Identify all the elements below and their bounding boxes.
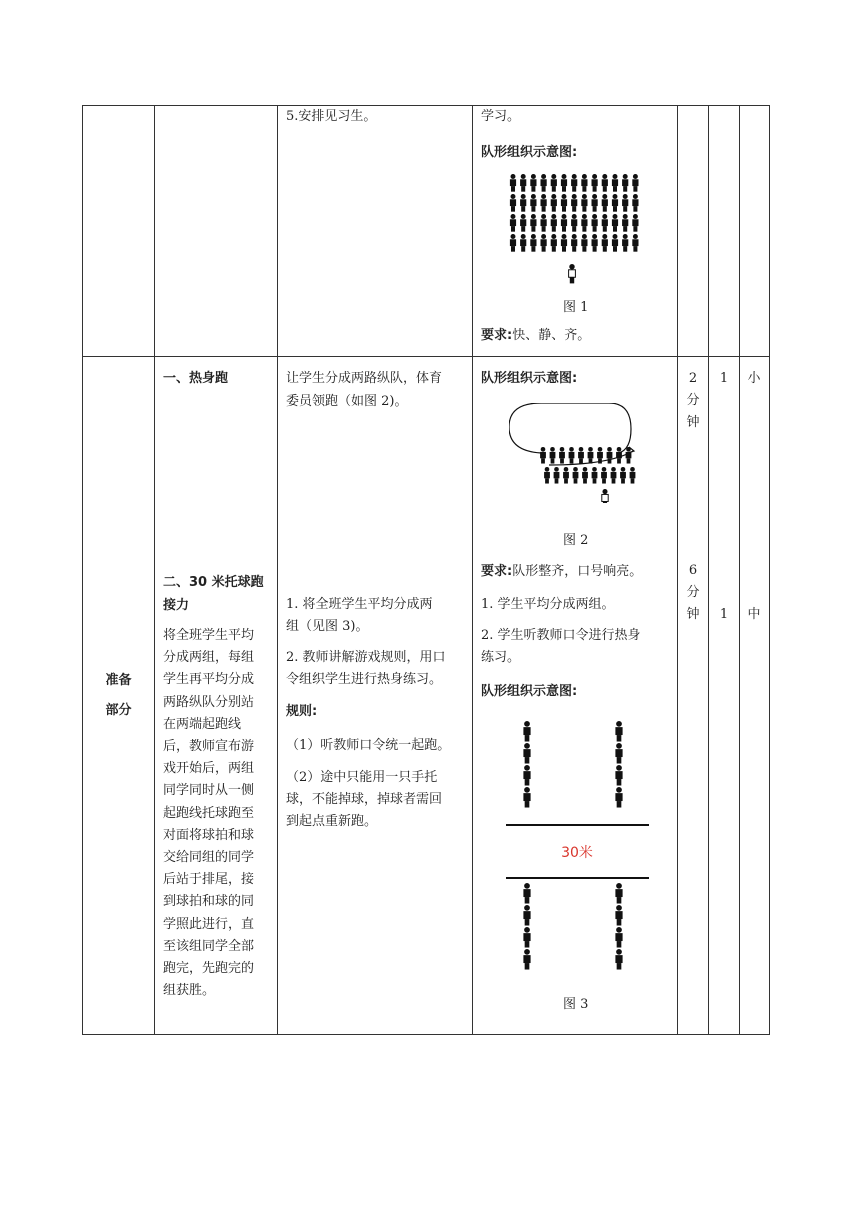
time-1-number: 2 — [688, 371, 698, 386]
relay-description — [163, 625, 271, 1002]
student-figure — [523, 927, 530, 948]
relay-description-line: 到球拍和球的同 — [163, 894, 255, 910]
row1-count-cell — [709, 106, 740, 357]
formation-heading-3: 队形组织示意图: — [481, 684, 578, 699]
student-figure — [592, 194, 598, 212]
student-figure — [523, 905, 530, 926]
student-figure — [523, 883, 530, 904]
relay-title-line2: 接力 — [163, 598, 190, 613]
row1-intensity-cell — [740, 106, 770, 357]
student-figure — [551, 194, 557, 212]
lesson-plan-table — [82, 105, 770, 1035]
student-figure — [573, 467, 579, 484]
student-figure — [626, 447, 632, 464]
student-figure — [569, 447, 575, 464]
requirement-line — [481, 325, 590, 347]
relay-description-line: 交给同组的同学 — [163, 850, 255, 866]
warmup-title: 一、热身跑 — [163, 371, 229, 386]
student-figure — [615, 905, 622, 926]
student-figure — [561, 194, 567, 212]
requirement-label: 要求: — [481, 328, 513, 343]
student-figure — [554, 467, 560, 484]
student-figure — [540, 447, 546, 464]
student-step2-line2: 练习。 — [481, 650, 521, 665]
student-figure — [520, 194, 526, 212]
student-figure — [592, 214, 598, 232]
time-2-number: 6 — [688, 563, 698, 578]
student-figure — [616, 447, 622, 464]
student-cell — [473, 357, 678, 1035]
warmup-instruction-line1: 让学生分成两路纵队，体育 — [286, 371, 443, 386]
teacher-step1-line2: 组（见图 3)。 — [286, 619, 369, 634]
relay-description-line: 后站于排尾，接 — [163, 872, 255, 888]
teacher-step1-line1: 1. 将全班学生平均分成两 — [286, 597, 433, 612]
student-figure — [601, 467, 607, 484]
relay-description-line: 在两端起跑线 — [163, 716, 242, 732]
relay-description-line: 学生再平均分成 — [163, 672, 255, 688]
relay-description-line: 学照此进行，直 — [163, 916, 255, 932]
student-figure — [592, 174, 598, 192]
track-loop — [509, 403, 631, 453]
student-figure — [510, 194, 516, 212]
requirement-2-text: 队形整齐，口号响亮。 — [512, 564, 643, 579]
time-1-unit-a: 分 — [686, 393, 700, 408]
requirement-text: 快、静、齐。 — [512, 328, 591, 343]
count-1: 1 — [719, 371, 729, 386]
student-figure — [615, 927, 622, 948]
student-figure — [541, 214, 547, 232]
relay-description-line: 将全班学生平均 — [163, 628, 255, 643]
formation-heading: 队形组织示意图: — [481, 145, 578, 160]
count-2: 1 — [719, 607, 729, 622]
student-figure — [561, 234, 567, 252]
learning-text: 学习。 — [481, 109, 521, 124]
student-figure — [632, 174, 638, 192]
teacher-figure — [569, 264, 576, 283]
time-2-unit-a: 分 — [686, 585, 700, 600]
student-figure — [622, 234, 628, 252]
relay-description-line: 后，教师宣布游 — [163, 739, 255, 755]
student-figure — [551, 234, 557, 252]
student-step2-line1: 2. 学生听教师口令进行热身 — [481, 628, 641, 643]
section-cell — [83, 357, 155, 1035]
relay-description-line: 戏开始后，两组 — [163, 761, 255, 777]
time-cell — [678, 357, 709, 1035]
student-figure — [622, 174, 628, 192]
student-figure — [559, 447, 565, 464]
relay-description-line: 同学同时从一侧 — [163, 783, 255, 799]
student-figure — [602, 194, 608, 212]
student-figure — [582, 467, 588, 484]
teacher-figure — [602, 489, 608, 503]
student-figure — [602, 214, 608, 232]
student-figure — [561, 214, 567, 232]
student-figure — [541, 234, 547, 252]
teacher-step2-line2: 令组织学生进行热身练习。 — [286, 672, 443, 687]
warmup-instruction-line2: 委员领跑（如图 2)。 — [286, 394, 408, 409]
student-figure — [630, 467, 636, 484]
student-figure — [510, 174, 516, 192]
student-figure — [510, 214, 516, 232]
student-figure — [541, 194, 547, 212]
intensity-cell — [740, 357, 770, 1035]
time-2-unit-b: 钟 — [686, 607, 700, 622]
requirement-2-line — [481, 561, 642, 583]
row1-content-cell — [155, 106, 278, 357]
relay-description-line: 起跑线托球跑至 — [163, 805, 255, 821]
figure-2-caption: 图 2 — [563, 533, 589, 548]
relay-description-line: 两路纵队分别站 — [163, 694, 255, 710]
student-figure — [588, 447, 594, 464]
student-figure — [571, 174, 577, 192]
student-figure — [520, 214, 526, 232]
student-figure — [612, 194, 618, 212]
rules-label: 规则: — [286, 704, 318, 719]
student-figure — [578, 447, 584, 464]
teacher-cell — [278, 357, 473, 1035]
student-figure — [571, 234, 577, 252]
student-figure — [602, 174, 608, 192]
student-figure — [561, 174, 567, 192]
rule-2-line1: （2）途中只能用一只手托 — [286, 770, 438, 785]
time-1-unit-b: 钟 — [686, 415, 700, 430]
student-figure — [541, 174, 547, 192]
student-figure — [551, 174, 557, 192]
student-figure — [581, 194, 587, 212]
figure-3-formation — [501, 719, 651, 979]
student-figure — [615, 743, 622, 764]
student-figure — [622, 214, 628, 232]
student-figure — [530, 194, 536, 212]
figure-3-caption: 图 3 — [563, 997, 589, 1012]
student-figure — [523, 721, 530, 742]
row1-time-cell — [678, 106, 709, 357]
rule-2-line3: 到起点重新跑。 — [286, 814, 378, 829]
student-figure — [581, 234, 587, 252]
row1-student-cell — [473, 106, 678, 357]
student-figure — [523, 949, 530, 970]
student-figure — [632, 194, 638, 212]
formation-heading-2: 队形组织示意图: — [481, 371, 578, 386]
count-cell — [709, 357, 740, 1035]
student-figure — [581, 174, 587, 192]
requirement-2-label: 要求: — [481, 564, 513, 579]
student-figure — [523, 787, 530, 808]
student-figure — [615, 787, 622, 808]
content-cell — [155, 357, 278, 1035]
intensity-1: 小 — [747, 371, 761, 386]
student-figure — [523, 743, 530, 764]
student-figure — [615, 883, 622, 904]
student-figure — [530, 214, 536, 232]
teacher-step2-line1: 2. 教师讲解游戏规则，用口 — [286, 650, 446, 665]
relay-description-line: 跑完，先跑完的 — [163, 961, 255, 977]
student-figure — [632, 234, 638, 252]
student-figure — [611, 467, 617, 484]
student-figure — [612, 234, 618, 252]
arrange-observers-text: 5.安排见习生。 — [286, 109, 377, 124]
student-step1: 1. 学生平均分成两组。 — [481, 597, 615, 612]
student-figure — [612, 214, 618, 232]
student-figure — [550, 447, 556, 464]
rule-1: （1）听教师口令统一起跑。 — [286, 738, 451, 753]
student-figure — [620, 467, 626, 484]
relay-description-line: 对面将球拍和球 — [163, 827, 255, 843]
intensity-2: 中 — [747, 607, 761, 622]
relay-description-line: 分成两组，每组 — [163, 650, 255, 666]
student-figure — [523, 765, 530, 786]
distance-label: 30米 — [561, 845, 593, 861]
student-figure — [520, 234, 526, 252]
rule-2-line2: 球，不能掉球，掉球者需回 — [286, 792, 443, 807]
student-figure — [607, 447, 613, 464]
student-figure — [615, 949, 622, 970]
figure-1-caption: 图 1 — [563, 300, 589, 315]
student-figure — [530, 174, 536, 192]
student-figure — [592, 467, 598, 484]
student-figure — [544, 467, 550, 484]
relay-description-line: 至该组同学全部 — [163, 938, 255, 954]
student-figure — [592, 234, 598, 252]
figure-2-formation — [509, 403, 644, 503]
student-figure — [581, 214, 587, 232]
student-figure — [571, 194, 577, 212]
row1-section-cell — [83, 106, 155, 357]
relay-title-line1: 二、30 米托球跑 — [163, 575, 264, 590]
student-figure — [615, 765, 622, 786]
relay-description-line: 组获胜。 — [163, 983, 216, 999]
student-figure — [530, 234, 536, 252]
student-figure — [571, 214, 577, 232]
student-figure — [510, 234, 516, 252]
figure-1-formation — [509, 172, 644, 287]
student-figure — [563, 467, 569, 484]
row1-teacher-cell — [278, 106, 473, 357]
student-figure — [551, 214, 557, 232]
student-figure — [602, 234, 608, 252]
student-figure — [622, 194, 628, 212]
student-figure — [615, 721, 622, 742]
student-figure — [632, 214, 638, 232]
section-label-line2: 部分 — [105, 702, 132, 718]
student-figure — [520, 174, 526, 192]
section-label-line1: 准备 — [105, 672, 132, 688]
student-figure — [612, 174, 618, 192]
